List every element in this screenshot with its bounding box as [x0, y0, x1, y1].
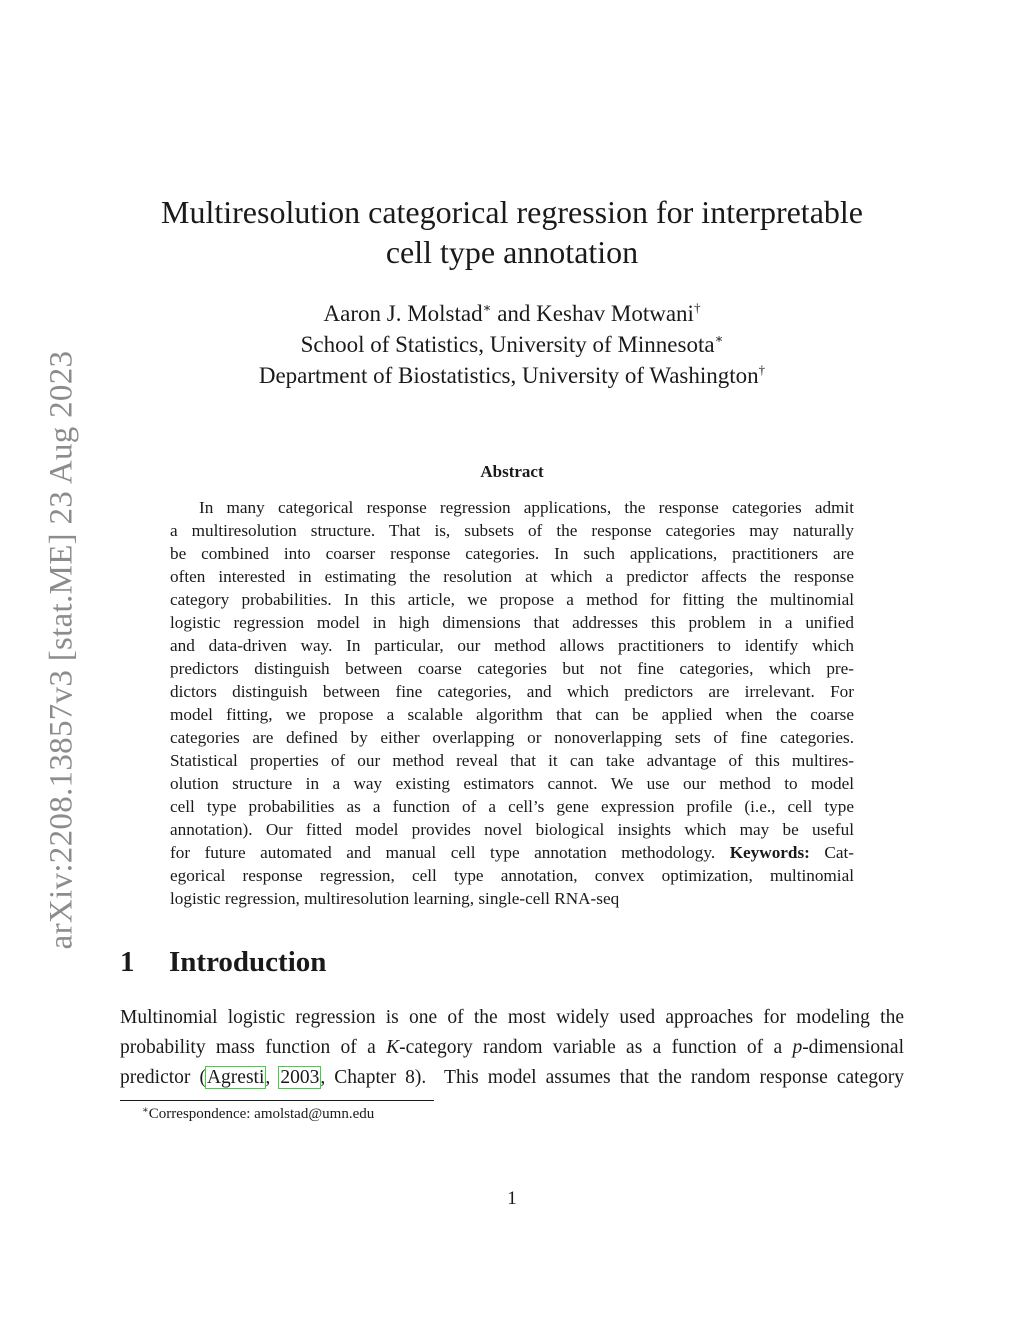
body-text-span: , Chapter 8). This model assumes that the random response category: [320, 1067, 905, 1088]
body-line: [120, 1033, 904, 1063]
affiliation-2-text: Department of Biostatistics, University of Washington: [258, 363, 759, 388]
arxiv-identifier-stamp: arXiv:2208.13857v3 [stat.ME] 23 Aug 2023: [43, 350, 80, 950]
math-variable-p: p: [792, 1037, 803, 1058]
footnote-text: Correspondence: amolstad@umn.edu: [148, 1106, 375, 1122]
author-block: [150, 298, 874, 391]
abstract-line: In many categorical response regression applications, the response categories admit: [199, 498, 854, 517]
abstract-line: be combined into coarser response categories. In such applications, practitioners are: [170, 544, 854, 563]
affiliation-1: [150, 329, 874, 360]
abstract-line: logistic regression model in high dimensions that addresses this problem in a unified: [170, 613, 854, 632]
page-number: 1: [507, 1188, 517, 1209]
math-variable-k: K: [386, 1037, 400, 1058]
citation-link-author[interactable]: Agresti: [206, 1067, 265, 1088]
body-text-span: -category random variable as a function of a: [399, 1037, 793, 1058]
body-text-span: predictor (: [120, 1067, 206, 1088]
affiliation-mark-2: †: [758, 362, 766, 377]
footnote: [142, 1106, 374, 1123]
body-text-span: probability mass function of a: [120, 1037, 387, 1058]
author-mark-2: †: [693, 300, 701, 315]
author-line: [150, 298, 874, 329]
affiliation-mark-1: ∗: [714, 331, 724, 346]
abstract-line: dictors distinguish between fine categories, and which predictors are irrelevant. For: [170, 682, 854, 701]
affiliation-2: [150, 360, 874, 391]
abstract-heading: Abstract: [480, 462, 544, 481]
body-text-span: -dimensional: [802, 1037, 905, 1058]
abstract-line: and data-driven way. In particular, our method allows practitioners to identify which: [170, 636, 854, 655]
abstract-line: Statistical properties of our method reveal that it can take advantage of this multires-: [170, 751, 854, 770]
abstract-line: categories are defined by either overlapping or nonoverlapping sets of fine categories.: [170, 728, 854, 747]
abstract-line: model fitting, we propose a scalable algorithm that can be applied when the coarse: [170, 705, 854, 724]
citation-separator: ,: [265, 1067, 280, 1088]
abstract-line: olution structure in a way existing estimators cannot. We use our method to model: [170, 774, 854, 793]
keywords-label: Keywords:: [729, 843, 810, 862]
abstract-line: category probabilities. In this article, we propose a method for fitting the multinomial: [170, 590, 854, 609]
author-name-2: Keshav Motwani: [536, 301, 694, 326]
abstract-line: predictors distinguish between coarse categories but not fine categories, which pre-: [170, 659, 854, 678]
abstract-text: for future automated and manual cell type annotation methodology.: [170, 843, 730, 862]
author-connector: and: [491, 301, 537, 326]
title-line-2: cell type annotation: [385, 234, 639, 270]
abstract-line: often interested in estimating the resolution at which a predictor affects the response: [170, 567, 854, 586]
footnote-mark: ∗: [142, 1105, 149, 1116]
section-number: 1: [120, 946, 135, 978]
citation-link-year[interactable]: 2003: [280, 1067, 320, 1088]
author-mark-1: ∗: [482, 300, 492, 315]
keywords-line: logistic regression, multiresolution learning, single-cell RNA-seq: [170, 889, 620, 908]
keywords-line: egorical response regression, cell type annotation, convex optimization, multinomial: [170, 866, 854, 885]
abstract-line: annotation). Our fitted model provides novel biological insights which may be useful: [170, 820, 854, 839]
footnote-divider: [120, 1100, 434, 1101]
affiliation-1-text: School of Statistics, University of Minnesota: [300, 332, 715, 357]
body-line: Multinomial logistic regression is one of the most widely used approaches for modeling the: [120, 1007, 904, 1028]
section-title: Introduction: [169, 946, 327, 978]
abstract-line: cell type probabilities as a function of a cell’s gene expression profile (i.e., cell type: [170, 797, 854, 816]
abstract-line: a multiresolution structure. That is, subsets of the response categories may naturally: [170, 521, 854, 540]
paper-title: [100, 192, 924, 272]
body-line: [120, 1063, 904, 1093]
keywords-line: [170, 841, 854, 864]
section-heading: [120, 946, 326, 979]
title-line-1: Multiresolution categorical regression for interpretable: [161, 194, 863, 230]
keywords-text: Cat-: [809, 843, 855, 862]
author-name-1: Aaron J. Molstad: [323, 301, 483, 326]
